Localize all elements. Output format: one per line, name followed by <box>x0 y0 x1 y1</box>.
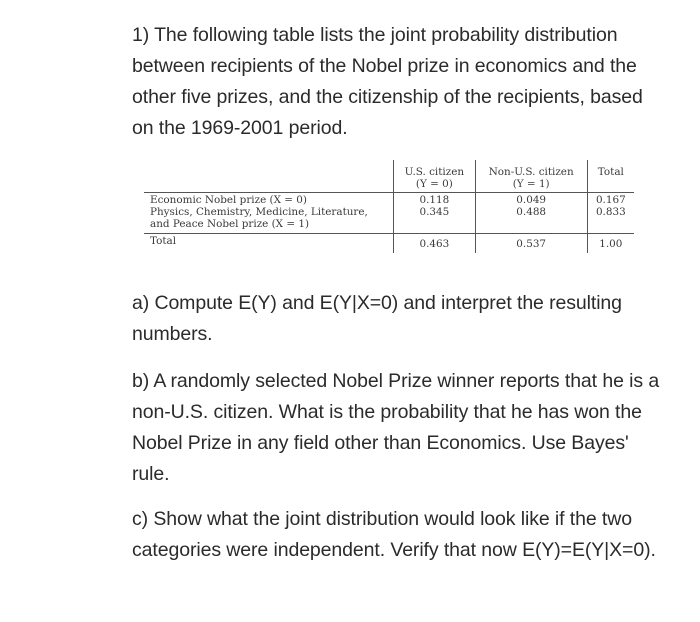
cell-non-us: 0.049 <box>475 193 587 207</box>
table-row-continuation <box>144 218 634 234</box>
table-row <box>144 193 634 207</box>
question-part-b: b) A randomly selected Nobel Prize winner reports that he is a non-U.S. citizen. What is the probability that he has won the Nobel Prize in any field other than Economics. Use Bayes' rule. <box>132 370 660 485</box>
cell-total: 0.833 <box>595 206 626 218</box>
question-intro: 1) The following table lists the joint probability distribution between recipients of the Nobel prize in economics and the other five prizes, and the citizenship of the recipients, based on the 1969-2001 period. <box>132 24 643 139</box>
row-label: Economic Nobel prize (X = 0) <box>144 193 394 207</box>
table-row <box>144 206 634 218</box>
cell-total: 1.00 <box>587 234 634 254</box>
header-us-citizen: U.S. citizen <box>394 160 476 178</box>
cell-us: 0.345 <box>394 206 476 218</box>
table-header-row <box>144 160 634 178</box>
question-part-c: c) Show what the joint distribution would look like if the two categories were independent. Verify that now E(Y)=E(Y|X=0). <box>132 508 656 561</box>
cell-non-us: 0.537 <box>475 234 587 254</box>
question-part-a: a) Compute E(Y) and E(Y|X=0) and interpret the resulting numbers. <box>132 292 622 345</box>
header-non-us-citizen: Non-U.S. citizen <box>475 160 587 178</box>
header-us-variable: (Y = 0) <box>394 178 476 193</box>
header-total: Total <box>597 166 624 178</box>
header-non-us-variable: (Y = 1) <box>475 178 587 193</box>
row-label: Physics, Chemistry, Medicine, Literature, <box>150 206 368 218</box>
cell-us: 0.463 <box>394 234 476 254</box>
cell-total: 0.167 <box>587 193 634 207</box>
row-label: Total <box>144 234 394 254</box>
cell-us: 0.118 <box>394 193 476 207</box>
row-label-continuation: and Peace Nobel prize (X = 1) <box>150 218 310 230</box>
table-header-subrow <box>144 178 634 193</box>
cell-non-us: 0.488 <box>475 206 587 218</box>
joint-probability-table <box>144 160 634 253</box>
probability-table <box>144 160 634 253</box>
table-total-row <box>144 234 634 254</box>
